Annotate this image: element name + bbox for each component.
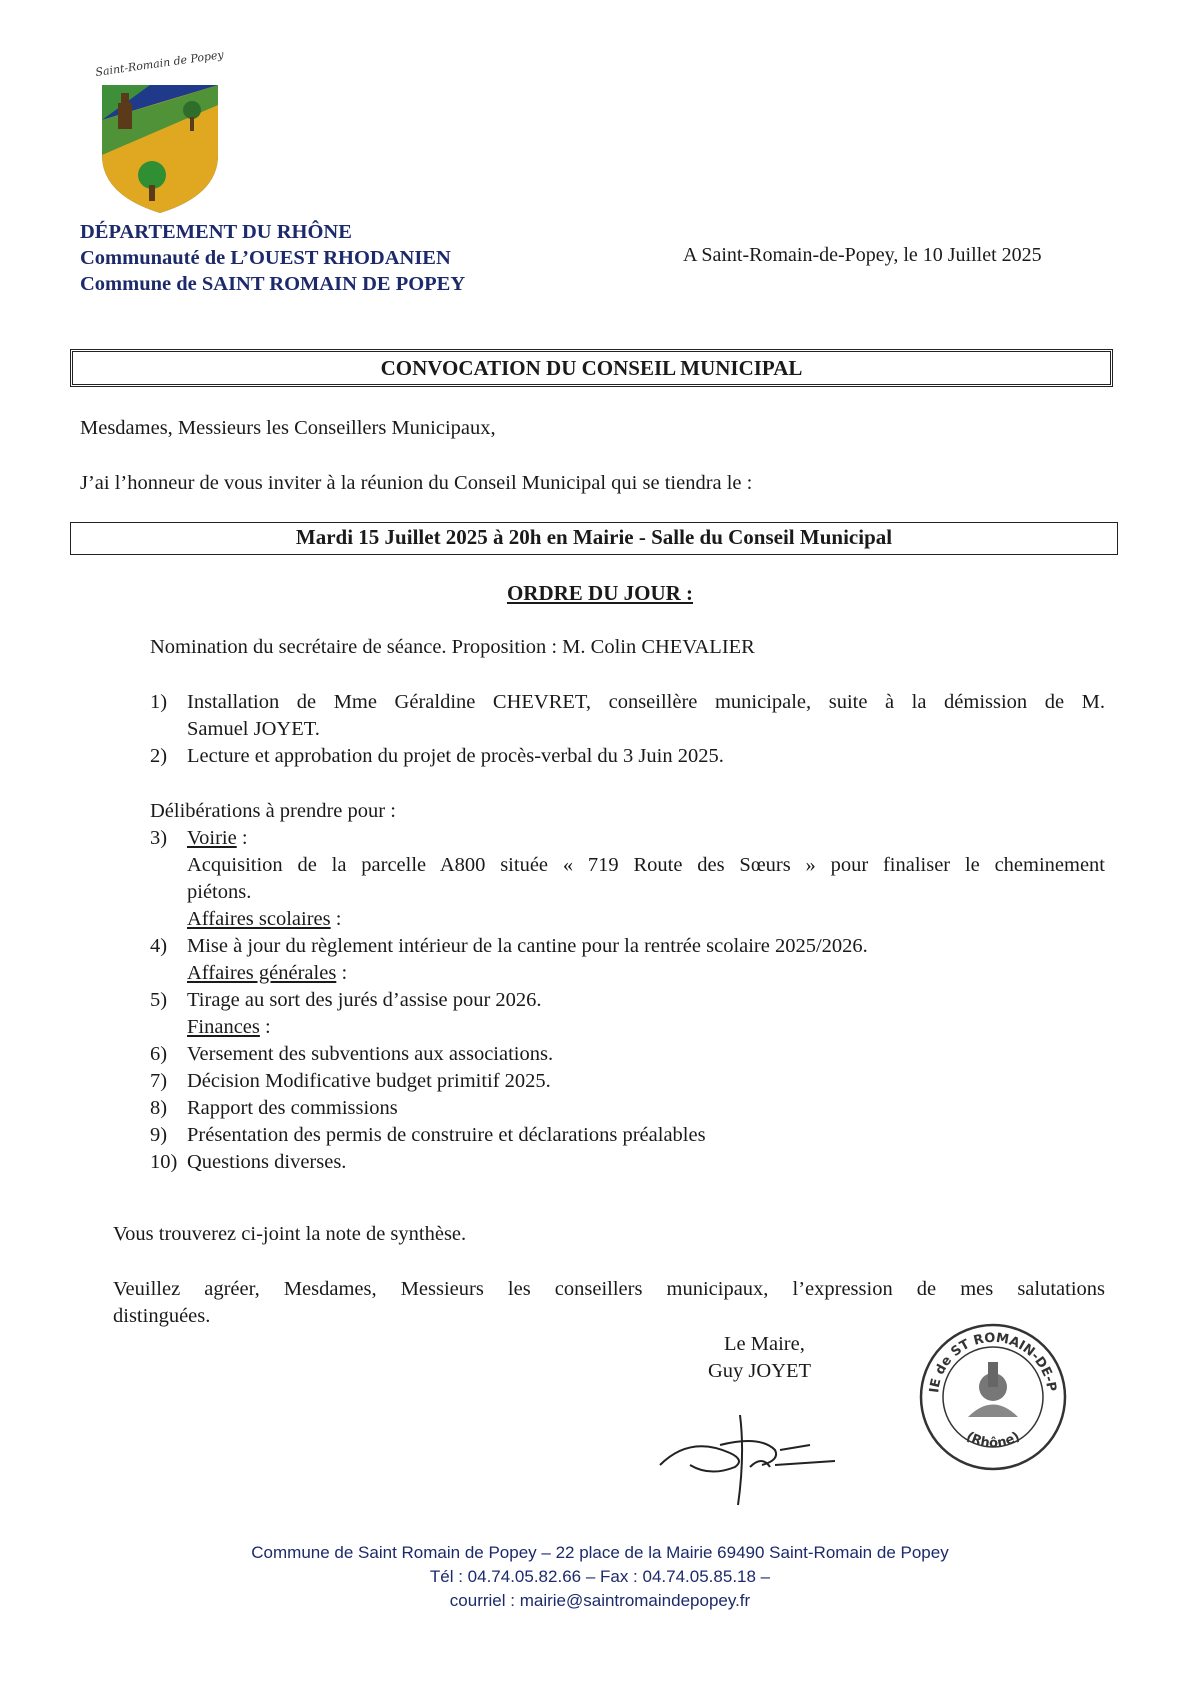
salutation: Mesdames, Messieurs les Conseillers Municipaux, [80, 417, 496, 439]
place-date: A Saint-Romain-de-Popey, le 10 Juillet 2025 [683, 244, 1042, 266]
footer-phone: Tél : 04.74.05.82.66 – Fax : 04.74.05.85.18 – [429, 1567, 771, 1586]
header-department: DÉPARTEMENT DU RHÔNE [80, 221, 352, 243]
section-label: Affaires scolaires [187, 908, 331, 930]
handwritten-signature [650, 1405, 850, 1510]
agenda-item-number: 10) [150, 1151, 178, 1173]
synthese-note: Vous trouverez ci-joint la note de synthèse. [113, 1223, 467, 1245]
header-community: Communauté de L’OUEST RHODANIEN [80, 247, 451, 269]
section-affaires-scolaires [187, 908, 341, 931]
footer-address: Commune de Saint Romain de Popey – 22 place de la Mairie 69490 Saint-Romain de Popey [251, 1543, 949, 1562]
agenda-item-text: Installation de Mme Géraldine CHEVRET, conseillère municipale, suite à la démission de M. [187, 691, 1105, 713]
coat-of-arms-logo [90, 45, 230, 215]
seal-text-bottom: (Rhône) [963, 1429, 1023, 1452]
seal-text-top: IE de ST ROMAIN-DE-P [927, 1330, 1059, 1394]
footer-email: courriel : mairie@saintromaindepopey.fr [449, 1591, 751, 1610]
agenda-item-text: Acquisition de la parcelle A800 située « 719 Route des Sœurs » pour finaliser le cheminement [187, 854, 1105, 876]
section-finances [187, 1016, 271, 1039]
agenda-item-text: Versement des subventions aux associations. [187, 1043, 554, 1065]
agenda-item-text: Présentation des permis de construire et déclarations préalables [187, 1124, 706, 1146]
signature-name: Guy JOYET [708, 1360, 812, 1382]
agenda-item-text: Questions diverses. [187, 1151, 347, 1173]
agenda-item-number: 4) [150, 935, 168, 957]
section-colon: : [330, 908, 342, 930]
agenda-item-text: Rapport des commissions [187, 1097, 398, 1119]
agenda-item-number: 3) [150, 827, 168, 849]
agenda-title: ORDRE DU JOUR : [506, 581, 694, 605]
closing-text: distinguées. [113, 1305, 211, 1327]
section-label: Affaires générales [187, 962, 337, 984]
agenda-item-text: Samuel JOYET. [187, 718, 320, 740]
agenda-item-number: 6) [150, 1043, 168, 1065]
official-seal [918, 1322, 1068, 1472]
logo-motto: Saint-Romain de Popey [94, 48, 225, 79]
meeting-details: Mardi 15 Juillet 2025 à 20h en Mairie - Salle du Conseil Municipal [70, 522, 1118, 555]
svg-text:(Rhône) [963, 1429, 1022, 1451]
section-colon: : [259, 1016, 271, 1038]
agenda-item-text: Tirage au sort des jurés d’assise pour 2026. [187, 989, 542, 1011]
agenda-nomination: Nomination du secrétaire de séance. Proposition : M. Colin CHEVALIER [150, 636, 755, 658]
agenda-item-number: 9) [150, 1124, 168, 1146]
section-affaires-generales [187, 962, 347, 985]
agenda-item-text: Lecture et approbation du projet de procès-verbal du 3 Juin 2025. [187, 745, 724, 767]
agenda-item-text: Décision Modificative budget primitif 2025. [187, 1070, 551, 1092]
agenda-item-number: 7) [150, 1070, 168, 1092]
section-voirie [187, 827, 248, 850]
section-label: Voirie [187, 827, 237, 849]
invitation: J’ai l’honneur de vous inviter à la réunion du Conseil Municipal qui se tiendra le : [80, 472, 753, 494]
agenda-item-text: piétons. [187, 881, 252, 903]
agenda-item-text: Mise à jour du règlement intérieur de la cantine pour la rentrée scolaire 2025/2026. [187, 935, 868, 957]
section-colon: : [336, 962, 348, 984]
document-title: CONVOCATION DU CONSEIL MUNICIPAL [70, 349, 1113, 387]
header-commune: Commune de SAINT ROMAIN DE POPEY [80, 273, 466, 295]
closing-text: Veuillez agréer, Mesdames, Messieurs les conseillers municipaux, l’expression de mes salutations [113, 1278, 1105, 1300]
shield-icon [90, 45, 230, 215]
agenda-item-number: 8) [150, 1097, 168, 1119]
agenda-item-number: 1) [150, 691, 168, 713]
section-label: Finances [187, 1016, 260, 1038]
agenda-item-number: 5) [150, 989, 168, 1011]
deliberations-heading: Délibérations à prendre pour : [150, 800, 396, 822]
signature-role: Le Maire, [724, 1333, 805, 1355]
section-colon: : [236, 827, 248, 849]
agenda-item-number: 2) [150, 745, 168, 767]
